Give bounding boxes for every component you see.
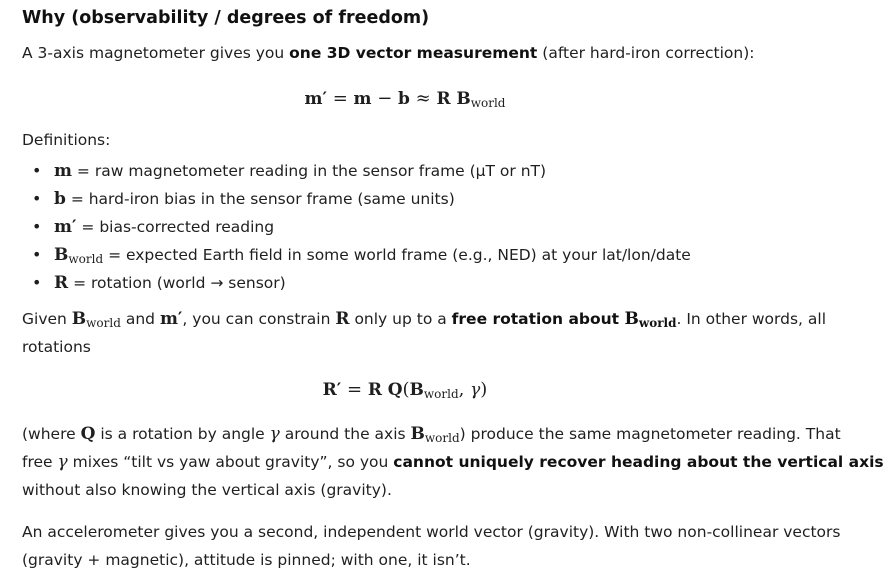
given-m: m′ xyxy=(159,309,183,329)
eq2-lhs: R′ xyxy=(322,380,342,400)
eq2-paren: ) xyxy=(480,379,488,400)
where-text: free xyxy=(22,453,58,471)
definitions-label: Definitions: xyxy=(22,131,111,149)
eq1-B: B xyxy=(456,89,471,109)
intro-paragraph xyxy=(22,42,755,64)
where-text: is a rotation by angle xyxy=(95,425,270,443)
intro-bold: one 3D vector measurement xyxy=(289,44,538,62)
def-symbol: B xyxy=(54,245,69,265)
where-Q: Q xyxy=(80,424,96,444)
def-symbol: R xyxy=(54,273,69,293)
eq2-B: B xyxy=(409,380,424,400)
def-text: = hard-iron bias in the sensor frame (same units) xyxy=(65,190,455,208)
where-text: around the axis xyxy=(279,425,411,443)
where-gamma: γ xyxy=(269,424,280,444)
given-sub: world xyxy=(86,316,121,330)
given-paragraph xyxy=(22,308,826,334)
eq1-approx: ≈ xyxy=(409,88,437,109)
intro-text-end: (after hard-iron correction): xyxy=(537,44,755,62)
bullet-icon: • xyxy=(32,161,42,180)
definition-item xyxy=(32,272,286,294)
given-R: R xyxy=(335,309,350,329)
given-B: B xyxy=(71,309,87,329)
def-symbol: m′ xyxy=(54,217,77,237)
def-text: = rotation (world → sensor) xyxy=(68,274,286,292)
given-line2: rotations xyxy=(22,338,91,356)
definition-item xyxy=(32,188,455,210)
definition-item xyxy=(32,160,546,182)
eq2-sub: world xyxy=(423,387,459,401)
where-sub: world xyxy=(424,431,460,445)
eq2-R: R xyxy=(367,380,382,400)
eq1-b: b xyxy=(398,89,410,109)
definition-item xyxy=(32,244,691,270)
where-bold: cannot uniquely recover heading about the vertical axis xyxy=(393,453,884,471)
eq1-m: m xyxy=(353,89,372,109)
equation-1 xyxy=(0,86,810,116)
definition-item xyxy=(32,216,274,238)
def-subscript: world xyxy=(68,252,104,266)
given-text: only up to a xyxy=(349,310,452,328)
accel-line2: (gravity + magnetic), attitude is pinned; with one, it isn’t. xyxy=(22,551,471,569)
given-sub2: world xyxy=(638,316,677,330)
def-symbol: b xyxy=(54,189,66,209)
where-gamma: γ xyxy=(57,452,68,472)
bullet-icon: • xyxy=(32,273,42,292)
eq1-sub: world xyxy=(470,96,506,110)
given-bold: free rotation about xyxy=(451,310,625,328)
eq1-lhs: m′ xyxy=(304,89,327,109)
eq1-equals: = xyxy=(326,88,354,109)
where-paragraph xyxy=(22,423,841,449)
where-line3: without also knowing the vertical axis (gravity). xyxy=(22,481,392,499)
def-text: = raw magnetometer reading in the sensor frame (μT or nT) xyxy=(72,162,547,180)
intro-text: A 3-axis magnetometer gives you xyxy=(22,44,290,62)
where-text: (where xyxy=(22,425,81,443)
given-text: , you can constrain xyxy=(182,310,336,328)
eq2-Q: Q xyxy=(387,380,403,400)
bullet-icon: • xyxy=(32,189,42,208)
eq2-equals: = xyxy=(341,379,368,400)
bullet-icon: • xyxy=(32,245,42,264)
accel-line1: An accelerometer gives you a second, independent world vector (gravity). With two non-collinear vectors xyxy=(22,523,841,541)
given-B2: B xyxy=(624,309,639,329)
eq2-comma: , xyxy=(458,379,471,400)
eq1-minus: − xyxy=(371,88,399,109)
bullet-icon: • xyxy=(32,217,42,236)
eq2-paren: ( xyxy=(402,379,410,400)
section-heading: Why (observability / degrees of freedom) xyxy=(22,8,430,28)
def-text: = expected Earth field in some world frame (e.g., NED) at your lat/lon/date xyxy=(103,246,691,264)
def-text: = bias-corrected reading xyxy=(76,218,275,236)
def-symbol: m xyxy=(54,161,72,181)
equation-2 xyxy=(0,377,810,407)
given-text: and xyxy=(120,310,160,328)
where-text: mixes “tilt vs yaw about gravity”, so you xyxy=(67,453,394,471)
eq1-R: R xyxy=(436,89,451,109)
where-B: B xyxy=(410,424,425,444)
given-text: . In other words, all xyxy=(676,310,827,328)
where-text: ) produce the same magnetometer reading. That xyxy=(459,425,841,443)
given-text: Given xyxy=(22,310,72,328)
where-line2 xyxy=(22,451,884,473)
eq2-gamma: γ xyxy=(470,380,481,400)
